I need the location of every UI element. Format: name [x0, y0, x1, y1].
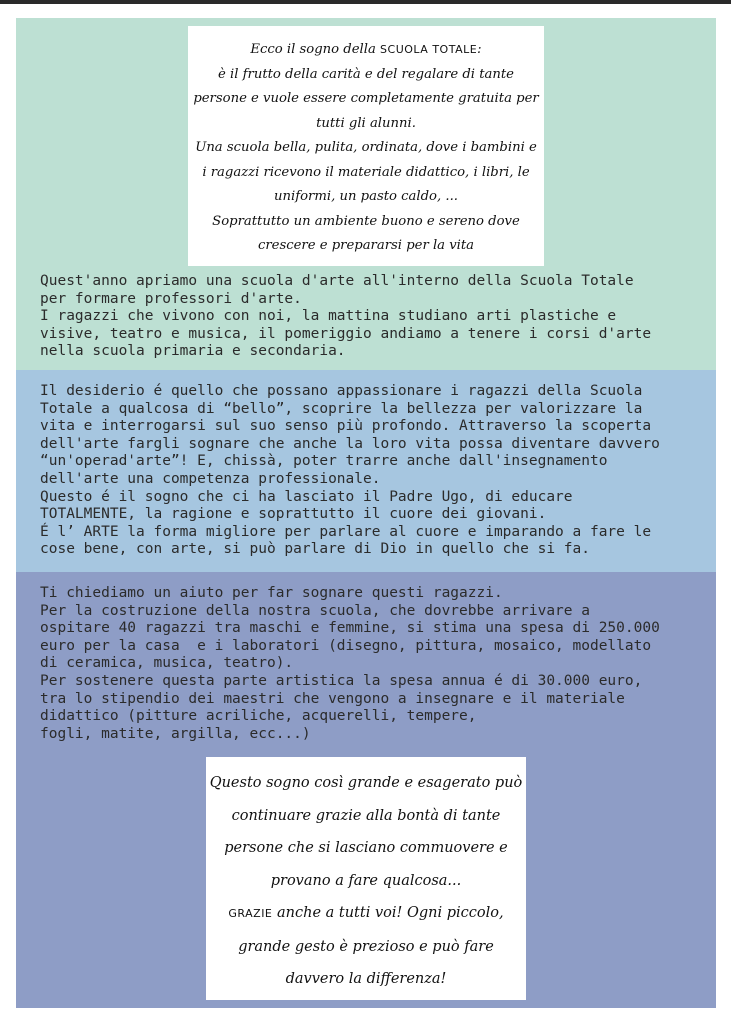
text-line: fogli, matite, argilla, ecc...): [40, 725, 311, 742]
text-line: Per la costruzione della nostra scuola, che dovrebbe arrivare a: [40, 602, 590, 619]
text-line: Questo é il sogno che ci ha lasciato il Padre Ugo, di educare: [40, 488, 573, 505]
quote-line: uniformi, un pasto caldo, ...: [274, 189, 458, 204]
closing-quote-box: [206, 757, 526, 1000]
text-line: vita e interrogarsi sul suo senso più profondo. Attraverso la scoperta: [40, 418, 652, 435]
art-school-paragraph: [40, 273, 720, 361]
text-line: dell'arte una competenza professionale.: [40, 470, 381, 487]
quote-line: crescere e prepararsi per la vita: [257, 238, 475, 253]
quote-line: davvero la differenza!: [285, 971, 447, 987]
quote-line: continuare grazie alla bontà di tante: [231, 807, 501, 824]
text-line: euro per la casa e i laboratori (disegno, pittura, mosaico, modellato: [40, 637, 652, 654]
text-line: per formare professori d'arte.: [40, 290, 302, 307]
text-line: Il desiderio é quello che possano appassionare i ragazzi della Scuola: [40, 383, 643, 399]
section-green: [16, 18, 716, 370]
text-line: I ragazzi che vivono con noi, la mattina studiano arti plastiche e: [40, 308, 617, 325]
quote-line: Soprattutto un ambiente buono e sereno dove: [212, 213, 520, 229]
quote-line: i ragazzi ricevono il materiale didattico, i libri, le: [202, 164, 530, 180]
scuola-totale-label: SCUOLA TOTALE: [380, 43, 478, 56]
quote-line: Una scuola bella, pulita, ordinata, dove i bambini e: [195, 140, 537, 155]
help-paragraph: [40, 585, 720, 743]
quote-line: persone che si lasciano commuovere e: [224, 840, 508, 856]
text-line: tra lo stipendio dei maestri che vengono a insegnare e il materiale: [40, 690, 625, 707]
desire-paragraph: [40, 383, 720, 559]
text-line: ospitare 40 ragazzi tra maschi e femmine, si stima una spesa di 250.000: [40, 620, 660, 637]
quote-line: persone e vuole essere completamente gratuita per: [193, 91, 539, 106]
text-line: TOTALMENTE, la ragione e soprattutto il cuore dei giovani.: [40, 506, 547, 523]
text-line: Per sostenere questa parte artistica la spesa annua é di 30.000 euro,: [40, 672, 643, 689]
text-line: dell'arte fargli sognare che anche la loro vita possa diventare davvero: [40, 435, 660, 452]
quote-line: Questo sogno così grande e esagerato può: [209, 775, 523, 791]
section-purple: [16, 572, 716, 1008]
quote-line: GRAZIE anche a tutti voi! Ogni piccolo,: [228, 905, 504, 921]
text-line: cose bene, con arte, si può parlare di Dio in quello che si fa.: [40, 541, 590, 558]
text-line: Quest'anno apriamo una scuola d'arte all'interno della Scuola Totale: [40, 273, 634, 289]
text-line: Ti chiediamo un aiuto per far sognare questi ragazzi.: [40, 585, 503, 601]
top-border: [0, 0, 731, 4]
text-line: visive, teatro e musica, il pomeriggio andiamo a tenere i corsi d'arte: [40, 325, 652, 342]
quote-line: Ecco il sogno della SCUOLA TOTALE:: [250, 42, 482, 57]
quote-line: è il frutto della carità e del regalare di tante: [218, 66, 514, 82]
quote-line: tutti gli alunni.: [316, 115, 416, 131]
grazie-label: GRAZIE: [228, 907, 273, 920]
quote-line: provano a fare qualcosa...: [270, 872, 462, 889]
text-line: É l’ ARTE la forma migliore per parlare al cuore e imparando a fare le: [40, 523, 652, 540]
quote-line: grande gesto è prezioso e può fare: [238, 938, 494, 955]
text-line: “un'operad'arte”! E, chissà, poter trarre anche dall'insegnamento: [40, 453, 608, 470]
text-line: di ceramica, musica, teatro).: [40, 655, 294, 672]
text-line: nella scuola primaria e secondaria.: [40, 343, 346, 360]
intro-quote-box: [188, 26, 544, 266]
section-blue: [16, 370, 716, 572]
text-line: didattico (pitture acriliche, acquerelli, tempere,: [40, 708, 477, 725]
text-line: Totale a qualcosa di “bello”, scoprire la bellezza per valorizzare la: [40, 400, 643, 417]
